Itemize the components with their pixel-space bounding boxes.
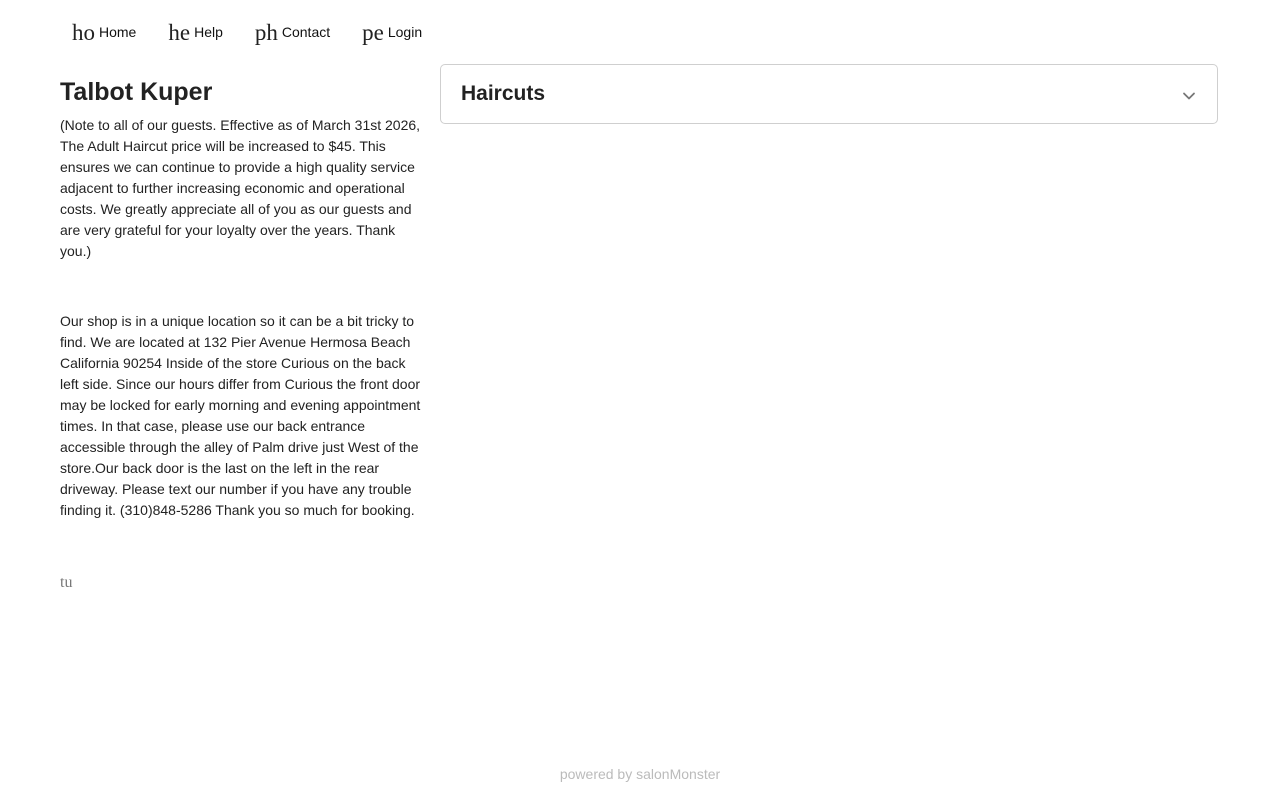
nav-item-label: Contact bbox=[281, 24, 331, 40]
price-note: (Note to all of our guests. Effective as of March 31st 2026, The Adult Haircut price will be increased to $45. This ensures we can continue to provide a high quality service adjacent to further increasing economic and operational costs. We greatly appreciate all of you as our guests and are very grateful for your loyalty over the years. Thank you.) bbox=[60, 117, 421, 259]
nav-item-help[interactable] bbox=[168, 16, 223, 50]
page-title: Talbot Kuper bbox=[60, 78, 213, 106]
location-info: Our shop is in a unique location so it can be a bit tricky to find. We are located at 132 Pier Avenue Hermosa Beach California 90254 Inside of the store Curious on the back left side. Since our hours differ from Curious the front door may be locked for early morning and evening appointment times. In that case, please use our back entrance accessible through the alley of Palm drive just West of the store.Our back door is the last on the left in the rear driveway. Please text our number if you have any trouble finding it. (310)848-5286 Thank you so much for booking. bbox=[60, 313, 421, 518]
service-category-label: Haircuts bbox=[461, 82, 546, 105]
home-icon: ho bbox=[72, 20, 95, 45]
chevron-down-icon bbox=[1181, 88, 1197, 104]
nav-item-label: Help bbox=[194, 24, 223, 40]
help-icon: he bbox=[168, 20, 191, 45]
truncated-glyph: tu bbox=[60, 574, 73, 591]
shop-info bbox=[60, 76, 425, 593]
nav-item-label: Login bbox=[387, 24, 423, 40]
top-nav bbox=[72, 16, 454, 52]
nav-item-label: Home bbox=[99, 24, 137, 40]
service-category-haircuts[interactable] bbox=[440, 64, 1218, 124]
phone-icon: ph bbox=[254, 20, 278, 45]
nav-item-login[interactable] bbox=[362, 16, 422, 50]
person-icon: pe bbox=[362, 20, 384, 45]
nav-item-home[interactable] bbox=[72, 16, 136, 50]
nav-item-contact[interactable] bbox=[255, 16, 330, 50]
powered-by-footer: powered by salonMonster bbox=[559, 766, 721, 782]
